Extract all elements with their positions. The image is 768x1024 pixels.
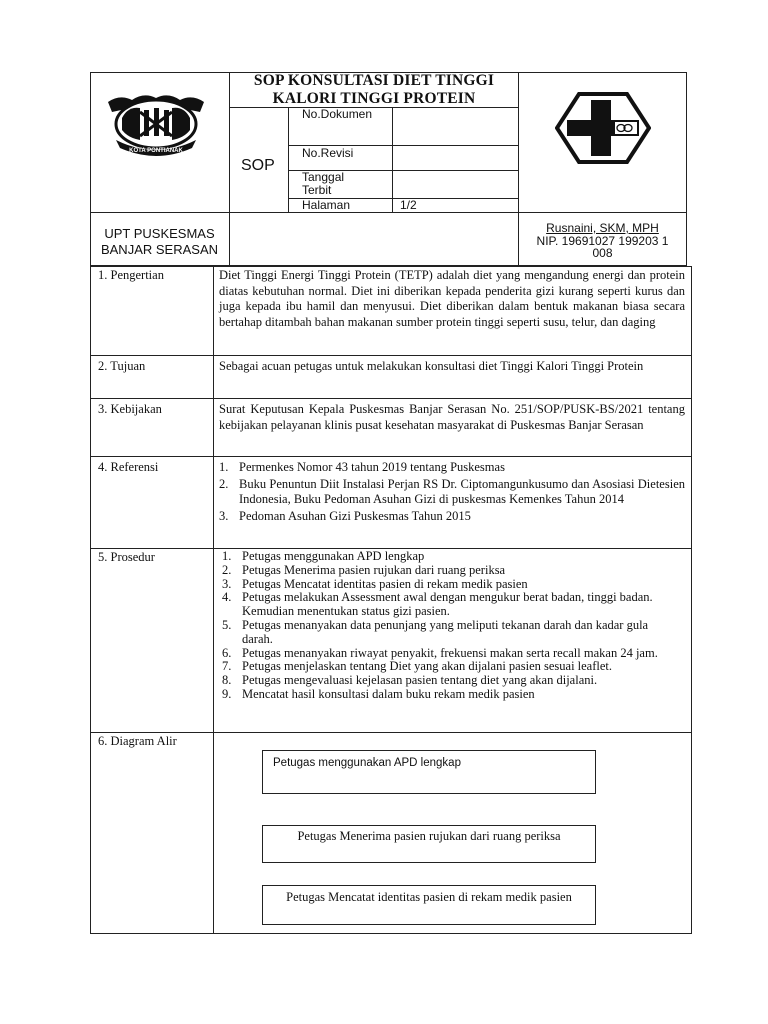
field-halaman-label: Halaman xyxy=(302,198,351,212)
org-name-line1: UPT PUSKESMAS xyxy=(104,226,215,241)
diagram-label: 6. Diagram Alir xyxy=(98,734,177,748)
referensi-list xyxy=(219,460,685,524)
row-divider xyxy=(90,355,692,356)
list-item: 6. Petugas menanyakan riwayat penyakit, frekuensi makan serta recall makan 24 jam. xyxy=(222,645,658,660)
list-item: 3. Petugas Mencatat identitas pasien di rekam medik pasien xyxy=(222,576,528,591)
row-divider xyxy=(90,456,692,457)
list-item: 5. Petugas menanyakan data penunjang yang meliputi tekanan darah dan kadar gula darah. xyxy=(222,617,649,646)
tujuan-text: Sebagai acuan petugas untuk melakukan konsultasi diet Tinggi Kalori Tinggi Protein xyxy=(219,359,644,373)
kemenkes-logo-icon xyxy=(555,92,651,164)
field-no-revisi-label: No.Revisi xyxy=(302,146,354,160)
prosedur-list xyxy=(222,550,672,702)
kota-pontianak-seal-icon xyxy=(100,88,212,158)
list-item: 1. Permenkes Nomor 43 tahun 2019 tentang Puskesmas xyxy=(219,460,505,474)
referensi-label: 4. Referensi xyxy=(98,460,159,474)
seal-text: KOTA PONTIANAK xyxy=(129,148,183,154)
flow-box-3: Petugas Mencatat identitas pasien di rekam medik pasien xyxy=(262,885,596,925)
list-item: 3. Pedoman Asuhan Gizi Puskesmas Tahun 2015 xyxy=(219,508,471,523)
content-column-divider xyxy=(213,266,214,934)
pengertian-label: 1. Pengertian xyxy=(98,268,164,282)
header-divider xyxy=(288,107,289,212)
flow-box-2: Petugas Menerima pasien rujukan dari ruang periksa xyxy=(262,825,596,863)
document-title: SOP KONSULTASI DIET TINGGI KALORI TINGGI PROTEIN xyxy=(253,72,495,107)
field-tanggal-terbit-label: Tanggal Terbit xyxy=(302,170,345,197)
kebijakan-label: 3. Kebijakan xyxy=(98,402,162,416)
signer-block xyxy=(518,222,687,259)
signer-nip-line1: NIP. 19691027 199203 1 xyxy=(536,234,669,248)
field-no-dokumen-label: No.Dokumen xyxy=(302,107,373,121)
list-item: 4. Petugas melakukan Assessment awal dengan mengukur berat badan, tinggi badan. Kemudian menentukan status gizi pasien. xyxy=(222,590,653,619)
tujuan-label: 2. Tujuan xyxy=(98,359,146,373)
sop-label: SOP xyxy=(241,157,275,174)
org-name xyxy=(90,226,229,258)
row-divider xyxy=(90,732,692,733)
org-name-line2: BANJAR SERASAN xyxy=(100,242,219,257)
kebijakan-text: Surat Keputusan Kepala Puskesmas Banjar Serasan No. 251/SOP/PUSK-BS/2021 tentang kebijakan pelayanan klinis pusat kesehatan masyarakat di Puskesmas Banjar Serasan xyxy=(219,402,685,432)
flow-box-1: Petugas menggunakan APD lengkap xyxy=(262,750,596,794)
prosedur-label: 5. Prosedur xyxy=(98,550,155,564)
pengertian-text: Diet Tinggi Energi Tinggi Protein (TETP) adalah diet yang mengandung energi dan protein diatas kebutuhan normal. Diet ini diberikan kepada penderita gizi kurang seperti kurus dan juga kepada ibu hamil dan menyusui. Diet diberikan dalam bentuk makanan biasa secara bertahap ditambah bahan makanan sumber protein tinggi seperti susu, telur, dan daging xyxy=(219,268,685,329)
header-divider xyxy=(90,212,687,213)
list-item: 8. Petugas mengevaluasi kejelasan pasien tentang diet yang akan dijalani. xyxy=(222,673,598,688)
list-item: 9. Mencatat hasil konsultasi dalam buku rekam medik pasien xyxy=(222,686,535,701)
list-item: 2. Petugas Menerima pasien rujukan dari ruang periksa xyxy=(222,562,506,577)
list-item: 7. Petugas menjelaskan tentang Diet yang akan dijalani pasien sesuai leaflet. xyxy=(222,659,613,674)
list-item: 2. Buku Penuntun Diit Instalasi Perjan RS Dr. Ciptomangunkusumo dan Asosiasi Dietesien Indonesia, Buku Pedoman Asuhan Gizi di puskesmas Kemenkes Tahun 2014 xyxy=(219,476,685,506)
list-item: 1. Petugas menggunakan APD lengkap xyxy=(222,549,425,563)
row-divider xyxy=(90,398,692,399)
field-halaman-value: 1/2 xyxy=(400,198,417,212)
signer-nip-line2: 008 xyxy=(592,246,613,260)
signer-name: Rusnaini, SKM, MPH xyxy=(546,221,659,235)
header-divider xyxy=(392,107,393,212)
